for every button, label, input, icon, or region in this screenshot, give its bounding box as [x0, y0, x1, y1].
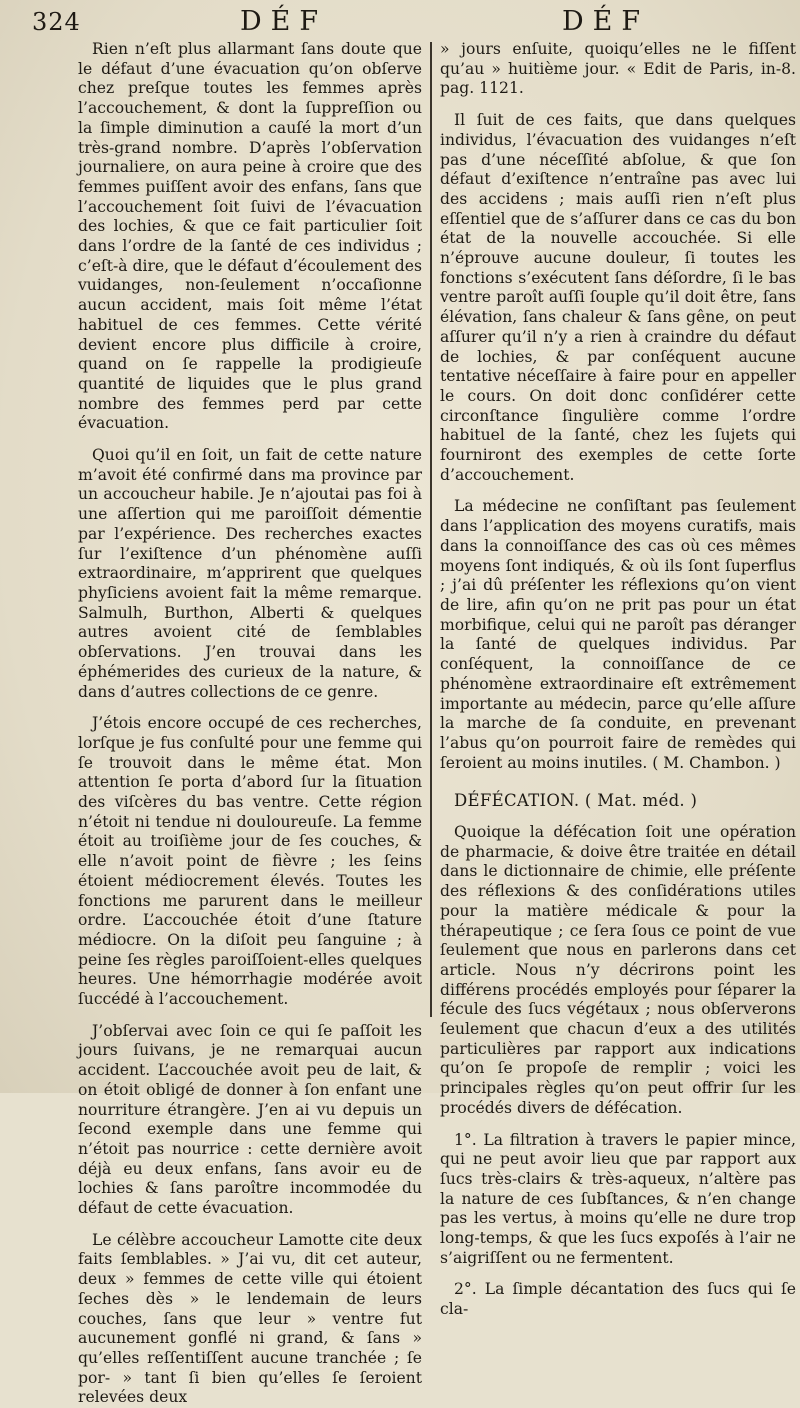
paragraph-consultation: J’étois encore occupé de ces recherches, lorſque je fus conſulté pour une femme qui ſe trouvoit dans le même état. Mon attention ſe porta d’abord ſur la ſituation des viſcères du bas ventre. Cette région n’étoit ni tendue ni douloureuſe. La femme étoit au troiſième jour de ſes couches, & elle n’avoit point de fièvre ; les ſeins étoient médiocrement élevés. Toutes les fonctions me parurent dans le meilleur ordre. L’accouchée étoit d’une ſtature médiocre. On la diſoit peu ſanguine ; à peine ſes règles paroiſſoient-elles quelques heures. Une hémorrhagie modérée avoit ſuccédé à l’accouchement.	[78, 714, 422, 1009]
right-column	[440, 40, 796, 1320]
column-divider	[430, 42, 432, 1017]
paragraph-decantation: 2°. La ſimple décantation des ſucs qui ſe cla-	[440, 1280, 796, 1319]
paragraph-medicine: La médecine ne conſiſtant pas ſeulement dans l’application des moyens curatifs, mais dans la connoiſſance des cas où ces mêmes moyens ſont indiqués, & où ils ſont ſuperflus ; j’ai dû préſenter les réflexions qu’on vient de lire, afin qu’on ne prit pas pour un état morbifique, celui qui ne paroît pas déranger la ſanté de quelques individus. Par conſéquent, la connoiſſance de ce phénomène extraordinaire eſt extrêmement importante au médecin, parce qu’elle aſſure la marche de ſa conduite, en prevenant l’abus qu’on pourroit faire de remèdes qui ſeroient au moins inutiles. ( M. Chambon. )	[440, 497, 796, 772]
paragraph-filtration: 1°. La filtration à travers le papier mince, qui ne peut avoir lieu que par rapport aux ſucs très-clairs & très-aqueux, n’altère pas la nature de ces ſubſtances, & n’en change pas les vertus, à moins qu’elle ne dure trop long-temps, & que les ſucs expoſés à l’air ne s’aigriſſent ou ne fermentent.	[440, 1130, 796, 1267]
left-column	[78, 40, 422, 1408]
paragraph-observation: J’obſervai avec ſoin ce qui ſe paſſoit les jours ſuivans, je ne remarquai aucun accident. L’accouchée avoit peu de lait, & on étoit obligé de donner à ſon enfant une nourriture étrangère. J’en ai vu depuis un ſecond exemple dans une femme qui n’étoit pas nourrice : cette dernière avoit déjà eu deux enfans, ſans avoir eu de lochies & ſans paroître incommodée du défaut de cette évacuation.	[78, 1021, 422, 1218]
paragraph-confirmed-fact: Quoi qu’il en ſoit, un fait de cette nature m’avoit été confirmé dans ma province par un accoucheur habile. Je n’ajoutai pas foi à une aſſertion qui me paroiſſoit démentie par l’expérience. Des recherches exactes ſur l’exiſtence d’un phénomène auſſi extraordinaire, m’apprirent que quelques phyſiciens avoient fait la même remarque. Salmulh, Burthon, Alberti & quelques autres avoient cité de ſemblables obſervations. J’en trouvai dans les éphémerides des curieux de la nature, & dans d’autres collections de ce genre.	[78, 446, 422, 701]
paragraph-evacuation-defect: Rien n’eſt plus allarmant ſans doute que le défaut d’une évacuation qu’on obſerve chez preſque toutes les femmes après l’accouchement, & dont la ſuppreſſion ou la ſimple diminution a cauſé la mort d’un très-grand nombre. D’après l’obſervation journaliere, on aura peine à croire que des femmes puiſſent avoir des enfans, ſans que l’accouchement ſoit ſuivi de l’évacuation des lochies, & que ce fait particulier ſoit dans l’ordre de la ſanté de ces individus ; c’eſt-à dire, que le défaut d’écoulement des vuidanges, non-ſeulement n’occaſionne aucun accident, mais ſoit même l’état habituel de ces femmes. Cette vérité devient encore plus difficile à croire, quand on ſe rappelle la prodigieuſe quantité de liquides que le plus grand nombre des femmes perd par cette évacuation.	[78, 40, 423, 433]
paragraph-quote-continuation: » jours enſuite, quoiqu’elles ne le fiſſent qu’au » huitième jour. « Edit de Paris, in-8. pag. 1121.	[440, 40, 796, 98]
running-head-right: DÉF	[562, 6, 650, 37]
page-number: 324	[32, 8, 81, 36]
running-head-left: DÉF	[240, 6, 328, 37]
paragraph-defecation-intro: Quoique la défécation ſoit une opération de pharmacie, & doive être traitée en détail dans le dictionnaire de chimie, elle préſente des réflexions & des conſidérations utiles pour la matière médicale & pour la thérapeutique ; ce ſera ſous ce point de vue ſeulement que nous en parlerons dans cet article. Nous n’y décrirons point les différens procédés employés pour ſéparer la fécule des ſucs végétaux ; nous obſerverons ſeulement que chacun d’eux a des utilités particulières par rapport aux indications qu’on ſe propoſe de remplir ; voici les principales règles qu’on peut offrir ſur les procédés divers de défécation.	[440, 823, 796, 1117]
article-heading-defecation: DÉFÉCATION. ( Mat. méd. )	[454, 791, 698, 811]
paragraph-conclusion: Il ſuit de ces faits, que dans quelques individus, l’évacuation des vuidanges n’eſt pas d’une néceſſité abſolue, & que ſon défaut d’exiſtence n’entraîne pas avec lui des accidens ; mais auſſi rien n’eſt plus eſſentiel que de s’aſſurer dans ce cas du bon état de la nouvelle accouchée. Si elle n’éprouve aucune douleur, ſi toutes les fonctions s’exécutent ſans déſordre, ſi le bas ventre paroît auſſi ſouple qu’il doit être, ſans élévation, ſans chaleur & ſans gêne, on peut aſſurer qu’il n’y a rien à craindre du défaut de lochies, & par conſéquent aucune tentative néceſſaire à faire pour en appeller le cours. On doit donc conſidérer cette circonſtance ſingulière comme l’ordre habituel de la ſanté, chez les ſujets qui fourniront des exemples de cette ſorte d’accouchement.	[440, 111, 796, 484]
paragraph-lamotte-quote: Le célèbre accoucheur Lamotte cite deux faits ſemblables. » J’ai vu, dit cet auteur, deux » femmes de cette ville qui étoient ſeches dès » le lendemain de leurs couches, ſans que leur » ventre fut aucunement gonflé ni grand, & ſans » qu’elles reſſentiſſent aucune tranchée ; ſe por- » tant ſi bien qu’elles ſe ſeroient relevées deux	[78, 1230, 422, 1407]
